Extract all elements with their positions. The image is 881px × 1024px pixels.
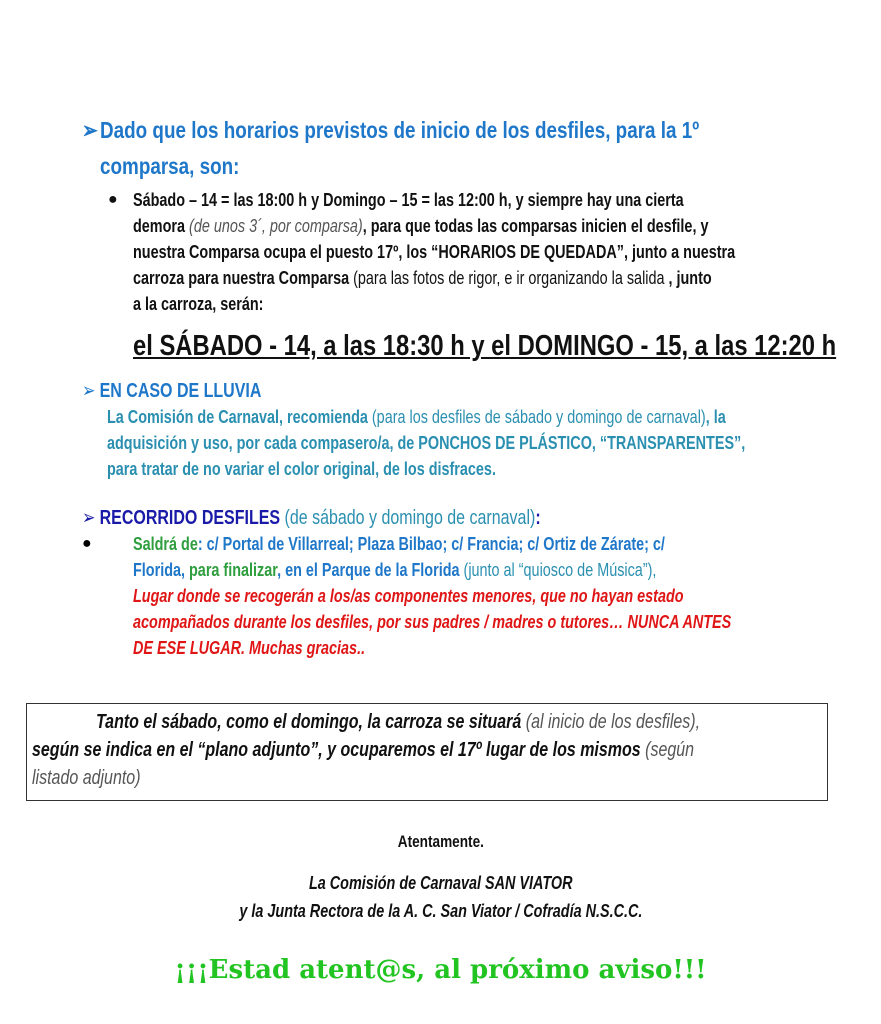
- rain-note: (para los desfiles de sábado y domingo de carnaval): [367, 407, 706, 427]
- note-line2-paren: (según: [640, 739, 695, 761]
- route-florida: Florida,: [133, 560, 186, 580]
- section2-title: EN CASO DE LLUVIA: [99, 380, 262, 402]
- delay-text: demora: [133, 216, 190, 236]
- section3: [82, 505, 881, 661]
- section1-title-line1: Dado que los horarios previstos de inicio de los desfiles, para la 1º: [100, 117, 700, 143]
- route-start-label: Saldrá de: [133, 534, 198, 554]
- carroza-text-cont: , junto: [664, 268, 712, 288]
- route-end-label: para finalizar: [185, 560, 278, 580]
- route-park: , en el Parque de la Florida: [277, 560, 460, 580]
- section1-title: [82, 112, 835, 184]
- note-line1-paren: (al inicio de los desfiles),: [521, 711, 701, 733]
- closing: [0, 832, 881, 852]
- rain-ponchos: adquisición y uso, por cada compasero/a, de PONCHOS DE PLÁSTICO, “TRANSPARENTES”,: [107, 433, 746, 453]
- section2: [82, 378, 881, 482]
- meeting-times: el SÁBADO - 14, a las 18:30 h y el DOMINGO - 15, a las 12:20 h: [133, 330, 837, 362]
- section3-title: RECORRIDO DESFILES: [99, 507, 281, 529]
- carroza-note: (para las fotos de rigor, e ir organizando la salida: [349, 268, 665, 288]
- section1-title-line2: comparsa, son:: [100, 153, 240, 179]
- arrow-right-icon: ➢: [82, 507, 96, 529]
- carroza-text: carroza para nuestra Comparsa: [133, 268, 350, 288]
- section1-bullet: [108, 187, 881, 317]
- arrow-right-icon: ➢: [82, 380, 96, 402]
- carroza-text-end: a la carroza, serán:: [133, 294, 264, 314]
- rain-recommend: La Comisión de Carnaval, recomienda: [107, 407, 368, 427]
- note-line3: listado adjunto): [32, 767, 141, 789]
- position-text: nuestra Comparsa ocupa el puesto 17º, los “HORARIOS DE QUEDADA”, junto a nuestra: [133, 242, 736, 262]
- delay-text-cont: , para que todas las comparsas inicien el desfile, y: [362, 216, 709, 236]
- rain-recommend-cont: , la: [705, 407, 726, 427]
- section3-title-colon: :: [535, 507, 541, 529]
- closing-text: Atentamente.: [397, 832, 484, 851]
- bullet-dot-icon: ●: [108, 191, 118, 208]
- note-text: [32, 708, 867, 792]
- final-message-text: ¡¡¡Estad atent@s, al próximo aviso!!!: [174, 955, 707, 985]
- arrow-right-icon: ➢: [82, 117, 98, 143]
- route-streets: : c/ Portal de Villarreal; Plaza Bilbao; c/ Francia; c/ Ortiz de Zárate; c/: [197, 534, 665, 554]
- pickup-note-line2: acompañados durante los desfiles, por sus padres / madres o tutores… NUNCA ANTES: [133, 612, 732, 632]
- signature-line1-text: La Comisión de Carnaval SAN VIATOR: [308, 873, 573, 893]
- schedule-text: Sábado – 14 = las 18:00 h y Domingo – 15 = las 12:00 h,: [133, 190, 512, 210]
- pickup-note-line1: Lugar donde se recogerán a los/as componentes menores, que no hayan estado: [133, 586, 684, 606]
- note-line1: Tanto el sábado, como el domingo, la carroza se situará: [96, 711, 522, 733]
- signature-line1: [0, 873, 881, 894]
- pickup-note-line3: DE ESE LUGAR. Muchas gracias..: [133, 638, 366, 658]
- route-kiosk-note: (junto al “quiosco de Música”),: [459, 560, 657, 580]
- bullet-dot-icon: ●: [82, 535, 92, 552]
- note-line2: según se indica en el “plano adjunto”, y ocuparemos el 17º lugar de los mismos: [32, 739, 641, 761]
- signature-line2-text: y la Junta Rectora de la A. C. San Viator / Cofradía N.S.C.C.: [238, 901, 643, 921]
- schedule-text-cont: y siempre hay una cierta: [511, 190, 684, 210]
- rain-color: para tratar de no variar el color original, de los disfraces.: [107, 459, 496, 479]
- delay-note: (de unos 3´, por comparsa): [189, 216, 363, 236]
- section3-title-note: (de sábado y domingo de carnaval): [280, 507, 536, 529]
- signature-line2: [0, 901, 881, 922]
- final-message: [0, 955, 881, 985]
